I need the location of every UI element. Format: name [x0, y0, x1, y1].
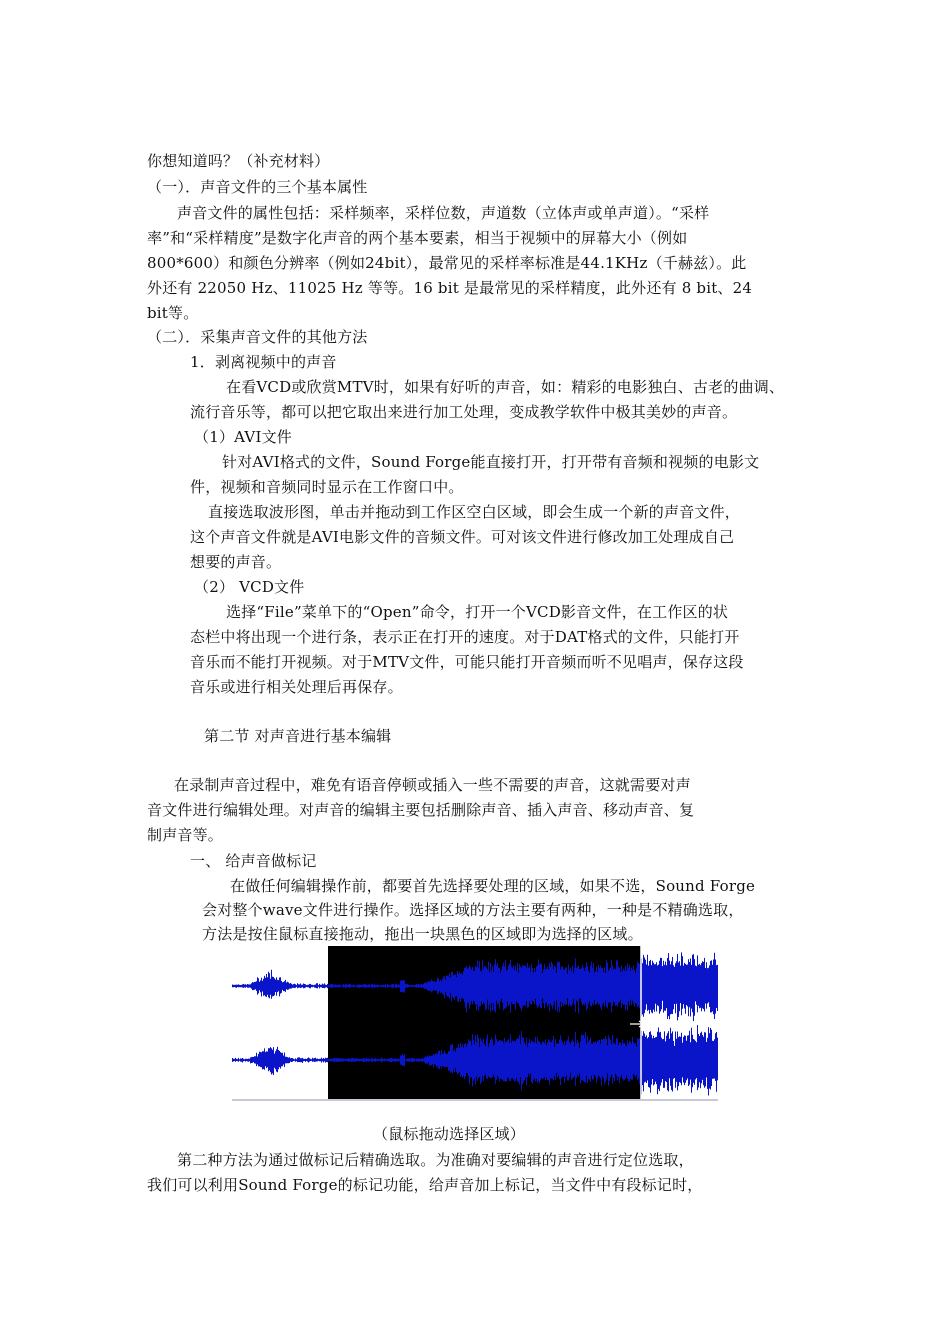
paragraph-line: 第二种方法为通过做标记后精确选取。为准确对要编辑的声音进行定位选取，: [177, 1151, 694, 1169]
heading-supplement: 你想知道吗？（补充材料）: [147, 152, 330, 170]
paragraph-line: 针对AVI格式的文件，Sound Forge能直接打开，打开带有音频和视频的电影文: [222, 453, 760, 471]
chapter-section-title: 第二节 对声音进行基本编辑: [204, 727, 392, 745]
waveform-image: [232, 946, 718, 1104]
paragraph-line: 方法是按住鼠标直接拖动，拖出一块黑色的区域即为选择的区域。: [202, 925, 643, 943]
subheading-item-1: 1．剥离视频中的声音: [190, 353, 337, 371]
paragraph-line: 态栏中将出现一个进行条，表示正在打开的速度。对于DAT格式的文件，只能打开: [190, 628, 740, 646]
paragraph-line: bit等。: [147, 304, 199, 322]
paragraph-line: 我们可以利用Sound Forge的标记功能，给声音加上标记，当文件中有段标记时，: [147, 1176, 703, 1194]
waveform-figure: [232, 946, 718, 1104]
paragraph-line: 音文件进行编辑处理。对声音的编辑主要包括删除声音、插入声音、移动声音、复: [147, 801, 695, 819]
paragraph-line: 在做任何编辑操作前，都要首先选择要处理的区域，如果不选，Sound Forge: [230, 877, 756, 895]
paragraph-line: 会对整个wave文件进行操作。选择区域的方法主要有两种，一种是不精确选取，: [202, 901, 744, 919]
paragraph-line: 800*600）和颜色分辨率（例如24bit），最常见的采样率标准是44.1KHz（千赫兹）。此: [147, 254, 747, 272]
waveform-bottom-border: [232, 1099, 718, 1101]
heading-section-2: （二）．采集声音文件的其他方法: [147, 328, 368, 346]
paragraph-line: 音乐而不能打开视频。对于MTV文件，可能只能打开音频而听不见唱声，保存这段: [190, 653, 744, 671]
paragraph-line: 直接选取波形图，单击并拖动到工作区空白区域，即会生成一个新的声音文件，: [208, 503, 741, 521]
paragraph-line: 流行音乐等，都可以把它取出来进行加工处理，变成教学软件中极其美妙的声音。: [190, 403, 738, 421]
paragraph-line: 在看VCD或欣赏MTV时，如果有好听的声音，如：精彩的电影独白、古老的曲调、: [226, 378, 785, 396]
paragraph-line: 这个声音文件就是AVI电影文件的音频文件。可对该文件进行修改加工处理成自己: [190, 528, 735, 546]
paragraph-line: 在录制声音过程中，难免有语音停顿或插入一些不需要的声音，这就需要对声: [174, 776, 691, 794]
paragraph-line: 声音文件的属性包括：采样频率，采样位数，声道数（立体声或单声道）。“采样: [177, 204, 710, 222]
figure-caption: （鼠标拖动选择区域）: [373, 1125, 526, 1143]
subheading-vcd: （2） VCD文件: [194, 578, 305, 596]
paragraph-line: 件，视频和音频同时显示在工作窗口中。: [190, 478, 464, 496]
subheading-marker: 一、 给声音做标记: [190, 852, 317, 870]
paragraph-line: 外还有 22050 Hz、11025 Hz 等等。16 bit 是最常见的采样精度，此外还有 8 bit、24: [147, 279, 753, 297]
paragraph-line: 想要的声音。: [190, 553, 282, 571]
heading-section-1: （一）．声音文件的三个基本属性: [147, 178, 368, 196]
subheading-avi: （1）AVI文件: [194, 428, 292, 446]
paragraph-line: 制声音等。: [147, 826, 224, 844]
paragraph-line: 率”和“采样精度”是数字化声音的两个基本要素，相当于视频中的屏幕大小（例如: [147, 229, 688, 247]
paragraph-line: 选择“File”菜单下的“Open”命令，打开一个VCD影音文件，在工作区的状: [226, 603, 729, 621]
paragraph-line: 音乐或进行相关处理后再保存。: [190, 678, 403, 696]
